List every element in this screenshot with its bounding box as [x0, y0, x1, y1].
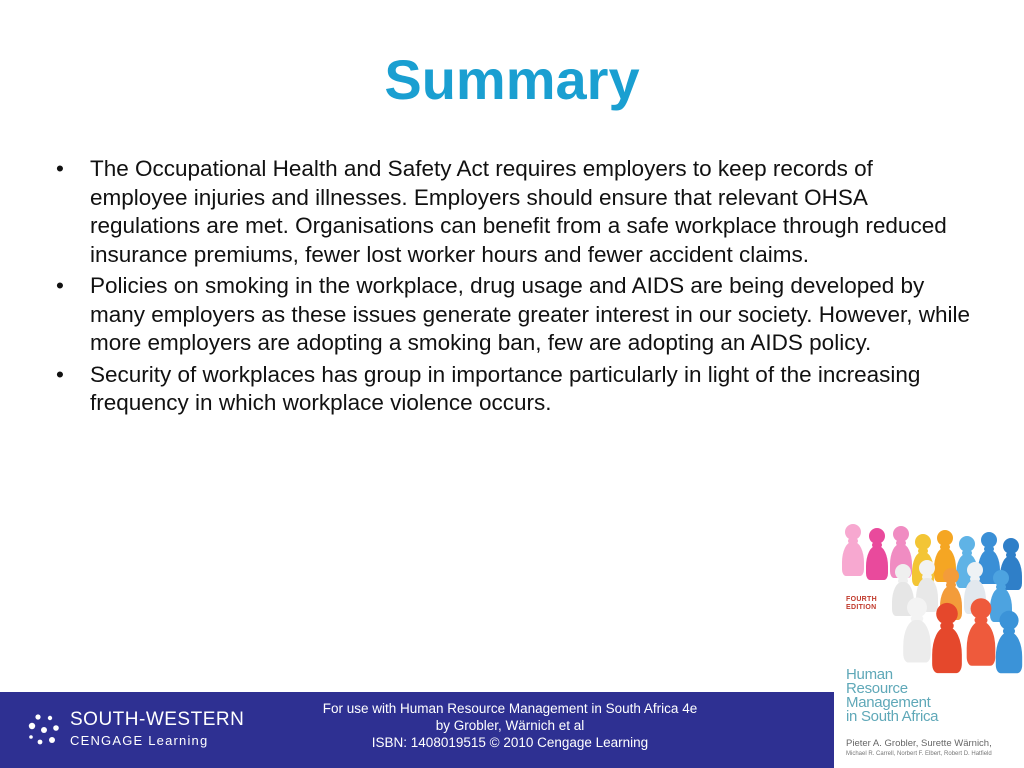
- pawn-figure: [932, 603, 962, 673]
- bullet-text: Security of workplaces has group in importance particularly in light of the increasing frequency in which workplace violence occurs.: [90, 361, 921, 415]
- bullet-dot: •: [56, 156, 64, 181]
- footer-line: For use with Human Resource Management in South Africa 4e: [322, 701, 698, 716]
- cover-coauthors: Michael R. Carrell, Norbert F. Elbert, Robert D. Hatfield: [846, 751, 992, 757]
- pawn-figure: [903, 598, 931, 663]
- pawn-figure: [866, 528, 888, 580]
- bullet-list: [56, 155, 976, 421]
- cover-authors: Pieter A. Grobler, Surette Wärnich,: [846, 738, 992, 749]
- pawn-figure: [842, 524, 864, 576]
- bullet-item: [56, 272, 976, 358]
- bullet-text: Policies on smoking in the workplace, drug usage and AIDS are being developed by many employers as these issues generate greater interest in our society. However, while more employers are adopting a smoking ban, few are adopting an AIDS policy.: [90, 273, 971, 355]
- footer-line: ISBN: 1408019515 © 2010 Cengage Learning: [371, 735, 649, 750]
- bullet-item: [56, 155, 976, 269]
- cover-title: Human Resource Management in South Africa: [846, 666, 939, 725]
- logo-wordmark-top: SOUTH-WESTERN: [70, 709, 245, 730]
- bullet-item: [56, 361, 976, 418]
- bullet-dot: •: [56, 273, 64, 298]
- south-western-logo-icon: [26, 712, 62, 748]
- footer-band: [0, 692, 834, 768]
- bullet-dot: •: [56, 361, 64, 387]
- pawn-figure: [996, 611, 1022, 673]
- cover-edition: FOURTH EDITION: [846, 596, 877, 611]
- pawn-figure: [967, 598, 996, 666]
- slide-title: Summary: [384, 48, 640, 111]
- logo-wordmark-bottom: CENGAGE Learning: [70, 733, 209, 748]
- bullet-text: The Occupational Health and Safety Act requires employers to keep records of employee injuries and illnesses. Employers should ensure that relevant OHSA regulations are met. Organisations can benefit from a safe workplace through reduced insurance premiums, fewer lost worker hours and fewer accident claims.: [90, 156, 947, 267]
- footer-citation: [260, 700, 760, 751]
- book-cover-image: [836, 520, 1024, 768]
- footer-line: by Grobler, Wärnich et al: [435, 718, 585, 733]
